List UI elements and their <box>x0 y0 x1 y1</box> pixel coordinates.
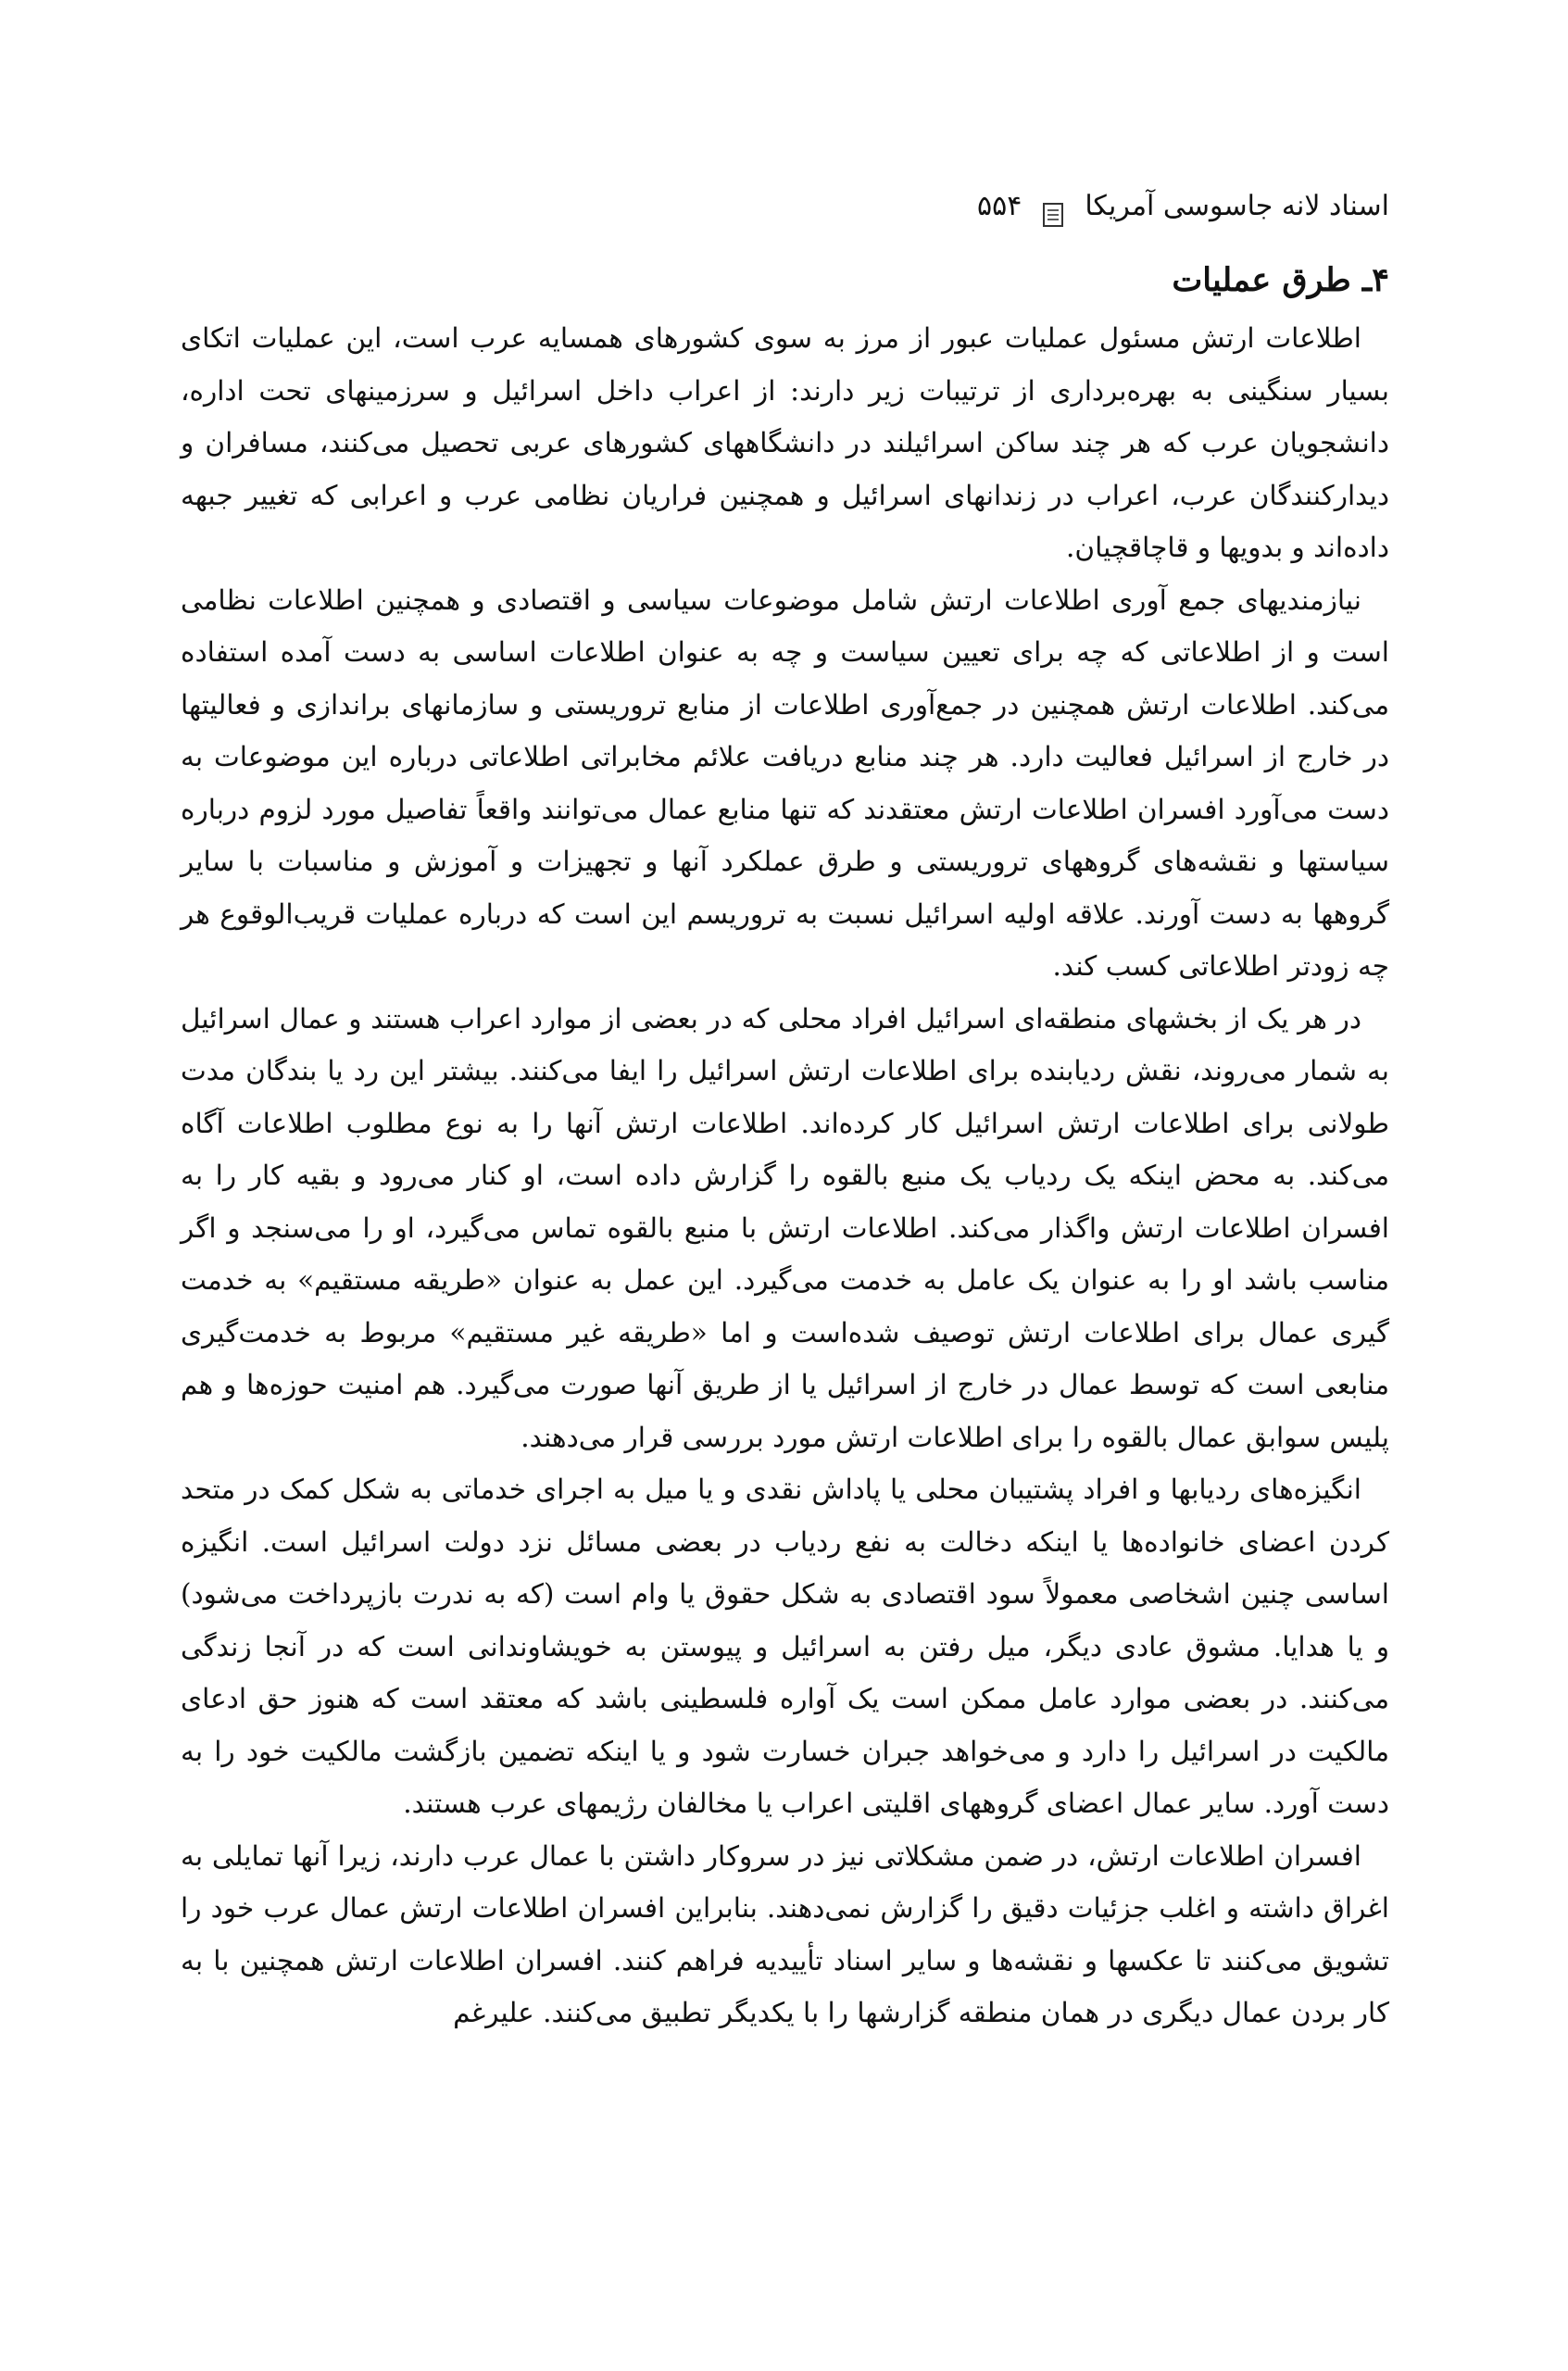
section-heading: ۴ـ طرق عملیات <box>1172 261 1389 299</box>
book-title: اسناد لانه جاسوسی آمریکا <box>1085 190 1389 222</box>
document-page <box>181 181 1389 2039</box>
paragraph-problems: افسران اطلاعات ارتش، در ضمن مشکلاتی نیز در سروکار داشتن با عمال عرب دارند، زیرا آنها تمایلی به اغراق داشته و اغلب جزئیات دقیق را گزارش نمی‌دهند. بنابراین افسران اطلاعات ارتش عمال عرب خود را تشویق می‌کنند تا عکسها و نقشه‌ها و سایر اسناد تأییدیه فراهم کنند. افسران اطلاعات ارتش همچنین با به کار بردن عمال دیگری در همان منطقه گزارشها را با یکدیگر تطبیق می‌کنند. علیرغم <box>181 1839 1389 2028</box>
page-number: ۵۵۴ <box>977 190 1022 222</box>
document-icon <box>1042 194 1064 220</box>
running-header <box>181 181 1389 232</box>
paragraph-requirements: نیازمندیهای جمع آوری اطلاعات ارتش شامل موضوعات سیاسی و اقتصادی و همچنین اطلاعات نظامی است و از اطلاعاتی که چه برای تعیین سیاست و چه به عنوان اطلاعات اساسی به دست آمده استفاده می‌کند. اطلاعات ارتش همچنین در جمع‌آوری اطلاعات از منابع تروریستی و سازمانهای براندازی و فعالیتها در خارج از اسرائیل فعالیت دارد. هر چند منابع دریافت علائم مخابراتی اطلاعاتی درباره این موضوعات به دست می‌آورد افسران اطلاعات ارتش معتقدند که تنها منابع عمال می‌توانند واقعاً تفاصیل مورد لزوم درباره سیاستها و نقشه‌های گروههای تروریستی و طرق عملکرد آنها و تجهیزات و آموزش و مناسبات با سایر گروهها به دست آورند. علاقه اولیه اسرائیل نسبت به تروریسم این است که درباره عملیات قریب‌الوقوع هر چه زودتر اطلاعاتی کسب کند. <box>181 583 1389 982</box>
paragraph-motivations: انگیزه‌های ردیابها و افراد پشتیبان محلی یا پاداش نقدی و یا میل به اجرای خدماتی به شکل کمک در متحد کردن اعضای خانواده‌ها یا اینکه دخالت به نفع ردیاب در بعضی مسائل نزد دولت اسرائیل است. انگیزه اساسی چنین اشخاصی معمولاً سود اقتصادی به شکل حقوق یا وام است (که به ندرت بازپرداخت می‌شود) و یا هدایا. مشوق عادی دیگر، میل رفتن به اسرائیل و پیوستن به خویشاوندانی است که در آنجا زندگی می‌کنند. در بعضی موارد عامل ممکن است یک آواره فلسطینی باشد که معتقد است که هنوز حق ادعای مالکیت در اسرائیل را دارد و می‌خواهد جبران خسارت شود و یا اینکه تضمین بازگشت مالکیت خود را به دست آورد. سایر عمال اعضای گروههای اقلیتی اعراب یا مخالفان رژیمهای عرب هستند. <box>181 1474 1389 1819</box>
paragraph-intro: اطلاعات ارتش مسئول عملیات عبور از مرز به سوی کشورهای همسایه عرب است، این عملیات اتکای بسیار سنگینی به بهره‌برداری از ترتیبات زیر دارند: از اعراب داخل اسرائیل و سرزمینهای تحت اداره، دانشجویان عرب که هر چند ساکن اسرائیلند در دانشگاههای کشورهای عربی تحصیل می‌کنند، مسافران و دیدارکنندگان عرب، اعراب در زندانهای اسرائیل و همچنین فراریان نظامی عرب و اعرابی که تغییر جبهه داده‌اند و بدویها و قاچاقچیان. <box>181 322 1389 563</box>
paragraph-trackers: در هر یک از بخشهای منطقه‌ای اسرائیل افراد محلی که در بعضی از موارد اعراب هستند و عمال اسرائیل به شمار می‌روند، نقش ردیابنده برای اطلاعات ارتش اسرائیل را ایفا می‌کنند. بیشتر این رد یا بندگان مدت طولانی برای اطلاعات ارتش اسرائیل کار کرده‌اند. اطلاعات ارتش آنها را به نوع مطلوب اطلاعات آگاه می‌کند. به محض اینکه یک ردیاب یک منبع بالقوه را گزارش داده است، او کنار می‌رود و بقیه کار را به افسران اطلاعات ارتش واگذار می‌کند. اطلاعات ارتش با منبع بالقوه تماس می‌گیرد، او را می‌سنجد و اگر مناسب باشد او را به عنوان یک عامل به خدمت می‌گیرد. این عمل به عنوان «طریقه مستقیم» به خدمت گیری عمال برای اطلاعات ارتش توصیف شده‌است و اما «طریقه غیر مستقیم» مربوط به خدمت‌گیری منابعی است که توسط عمال در خارج از اسرائیل یا از طریق آنها صورت می‌گیرد. هم امنیت حوزه‌ها و هم پلیس سوابق عمال بالقوه را برای اطلاعات ارتش مورد بررسی قرار می‌دهند. <box>181 1002 1389 1453</box>
